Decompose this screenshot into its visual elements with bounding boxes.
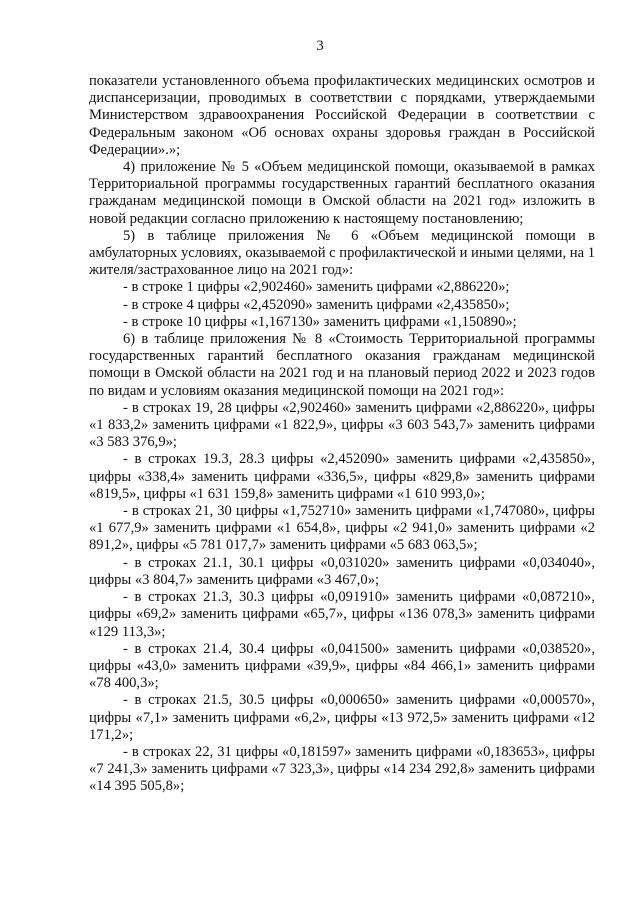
paragraph-continuation: показатели установленного объема профилактических медицинских осмотров и диспансеризации, проводимых в соответствии с порядками, утверждаемыми Министерством здравоохранения Российской Федерации в соответствии с Федеральным законом «Об основах охраны здоровья граждан в Российской Федерации».»; (89, 73, 595, 158)
list-item: - в строках 19.3, 28.3 цифры «2,452090» заменить цифрами «2,435850», цифры «338,4» заменить цифрами «336,5», цифры «829,8» заменить цифрами «819,5», цифры «1 631 159,8» заменить цифрами «1 610 993,0»; (89, 451, 595, 502)
paragraph-item-6: 6) в таблице приложения № 8 «Стоимость Территориальной программы государственных гарантий бесплатного оказания гражданам медицинской помощи в Омской области на 2021 год и на плановый период 2022 и 2023 годов по видам и условиям оказания медицинской помощи на 2021 год»: (89, 331, 595, 399)
page-number: 3 (316, 38, 324, 54)
list-item: - в строках 21.4, 30.4 цифры «0,041500» заменить цифрами «0,038520», цифры «43,0» заменить цифрами «39,9», цифры «84 466,1» заменить цифрами «78 400,3»; (89, 640, 595, 692)
document-body (89, 73, 595, 796)
list-item: - в строках 21.3, 30.3 цифры «0,091910» заменить цифрами «0,087210», цифры «69,2» заменить цифрами «65,7», цифры «136 078,3» заменить цифрами «129 113,3»; (89, 589, 595, 640)
list-item: - в строках 21, 30 цифры «1,752710» заменить цифрами «1,747080», цифры «1 677,9» заменить цифрами «1 654,8», цифры «2 941,0» заменить цифрами «2 891,2», цифры «5 781 017,7» заменить цифрами «5 683 063,5»; (89, 503, 595, 554)
list-item: - в строках 21.1, 30.1 цифры «0,031020» заменить цифрами «0,034040», цифры «3 804,7» заменить цифрами «3 467,0»; (89, 554, 595, 588)
list-item: - в строках 21.5, 30.5 цифры «0,000650» заменить цифрами «0,000570», цифры «7,1» заменить цифрами «6,2», цифры «13 972,5» заменить цифрами «12 171,2»; (89, 692, 595, 743)
list-item: - в строках 19, 28 цифры «2,902460» заменить цифрами «2,886220», цифры «1 833,2» заменить цифрами «1 822,9», цифры «3 603 543,7» заменить цифрами «3 583 376,9»; (89, 399, 595, 451)
list-item: - в строке 4 цифры «2,452090» заменить цифрами «2,435850»; (123, 296, 510, 313)
paragraph-item-5: 5) в таблице приложения № 6 «Объем медицинской помощи в амбулаторных условиях, оказываемой с профилактической и иными целями, на 1 жителя/застрахованное лицо на 2021 год»: (89, 227, 596, 279)
paragraph-item-4: 4) приложение № 5 «Объем медицинской помощи, оказываемой в рамках Территориальной программы государственных гарантий бесплатного оказания гражданам медицинской помощи в Омской области на 2021 год» изложить в новой редакции согласно приложению к настоящему постановлению; (89, 159, 595, 227)
list-item: - в строке 10 цифры «1,167130» заменить цифрами «1,150890»; (123, 313, 517, 330)
list-item: - в строках 22, 31 цифры «0,181597» заменить цифрами «0,183653», цифры «7 241,3» заменить цифрами «7 323,3», цифры «14 234 292,8» заменить цифрами «14 395 505,8»; (89, 743, 595, 795)
list-item: - в строке 1 цифры «2,902460» заменить цифрами «2,886220»; (123, 279, 510, 296)
